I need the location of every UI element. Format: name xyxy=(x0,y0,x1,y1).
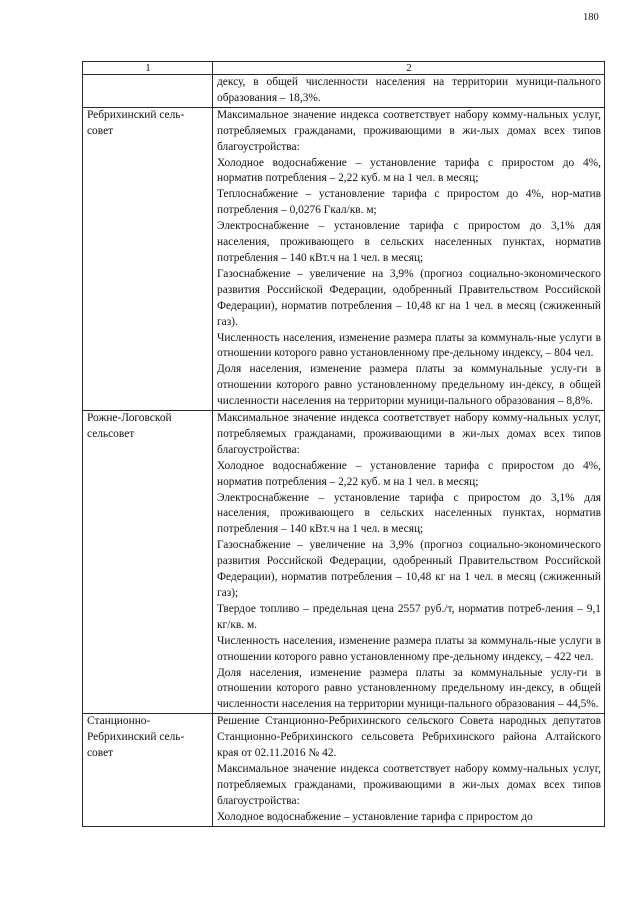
paragraph: Доля населения, изменение размера платы за коммунальные услу-ги в отношении которого равно установленному предельному ин-дексу, в общей численности населения на территории муници-пального образования – 8,8%. xyxy=(217,363,601,408)
paragraph: Газоснабжение – увеличение на 3,9% (прогноз социально-экономического развития Российской Федерации, одобренный Правительством Российской Федерации), норматив потребления – 10,48 кг на 1 чел. в месяц (сжиженный газ). xyxy=(217,267,601,328)
table-header-row xyxy=(83,62,605,75)
municipality-cell: Рожне-Логовской сельсовет xyxy=(83,411,213,714)
paragraph: Решение Станционно-Ребрихинского сельского Совета народных депутатов Станционно-Ребрихинского сельсовета Ребрихинского района Алтайского края от 02.11.2016 № 42. xyxy=(217,715,601,760)
municipality-cell xyxy=(83,75,213,108)
paragraph: Холодное водоснабжение – установление тарифа с приростом до 4%, норматив потребления – 2,22 куб. м на 1 чел. в месяц; xyxy=(217,156,601,185)
page-number: 180 xyxy=(583,12,599,23)
paragraph: Теплоснабжение – установление тарифа с приростом до 4%, нор-матив потребления – 0,0276 Гкал/кв. м; xyxy=(217,188,601,217)
description-cell xyxy=(213,714,605,826)
paragraph: Максимальное значение индекса соответствует набору комму-нальных услуг, потребляемых гражданами, проживающими в жи-лых домах всех типов благоустройства: xyxy=(217,412,601,456)
paragraph: Численность населения, изменение размера платы за коммуналь-ные услуги в отношении которого равно установленному пре-дельному индексу, – 804 чел. xyxy=(217,331,601,360)
description-cell xyxy=(213,411,605,714)
description-cell xyxy=(213,75,605,108)
column-header-1: 1 xyxy=(83,62,213,75)
municipality-cell: Ребрихинский сель-совет xyxy=(83,107,213,410)
table-row xyxy=(83,107,605,410)
paragraph: Доля населения, изменение размера платы за коммунальные услу-ги в отношении которого равно установленному предельному ин-дексу, в общей численности населения на территории муници-пального образования – 44,5%. xyxy=(217,666,601,711)
municipality-cell: Станционно-Ребрихинский сель-совет xyxy=(83,714,213,826)
paragraph: Газоснабжение – увеличение на 3,9% (прогноз социально-экономического развития Российской Федерации, одобренный Правительством Российской Федерации), норматив потребления – 10,48 кг на 1 чел. в месяц (сжиженный газ); xyxy=(217,539,601,599)
paragraph: Максимальное значение индекса соответствует набору комму-нальных услуг, потребляемых гражданами, проживающими в жи-лых домах всех типов благоустройства: xyxy=(217,762,601,807)
table-row xyxy=(83,411,605,714)
paragraph: Численность населения, изменение размера платы за коммуналь-ные услуги в отношении которого равно установленному пре-дельному индексу, – 422 чел. xyxy=(217,634,601,663)
paragraph: Холодное водоснабжение – установление тарифа с приростом до 4%, норматив потребления – 2,22 куб. м на 1 чел. в месяц; xyxy=(217,459,601,488)
paragraph: Твердое топливо – предельная цена 2557 руб./т, норматив потреб-ления – 9,1 кг/кв. м. xyxy=(217,602,601,631)
table-row xyxy=(83,714,605,826)
table-row xyxy=(83,75,605,108)
document-table xyxy=(82,61,605,827)
column-header-2: 2 xyxy=(213,62,605,75)
description-cell xyxy=(213,107,605,410)
paragraph: Максимальное значение индекса соответствует набору комму-нальных услуг, потребляемых гражданами, проживающими в жи-лых домах всех типов благоустройства: xyxy=(217,108,601,153)
paragraph: дексу, в общей численности населения на территории муници-пального образования – 18,3%. xyxy=(217,76,601,104)
paragraph: Электроснабжение – установление тарифа с приростом до 3,1% для населения, проживающего в сельских населенных пунктах, норматив потребления – 140 кВт.ч на 1 чел. в месяц; xyxy=(217,220,601,264)
paragraph: Холодное водоснабжение – установление тарифа с приростом до xyxy=(217,810,533,823)
paragraph: Электроснабжение – установление тарифа с приростом до 3,1% для населения, проживающего в сельских населенных пунктах, норматив потребления – 140 кВт.ч на 1 чел. в месяц; xyxy=(217,491,601,536)
